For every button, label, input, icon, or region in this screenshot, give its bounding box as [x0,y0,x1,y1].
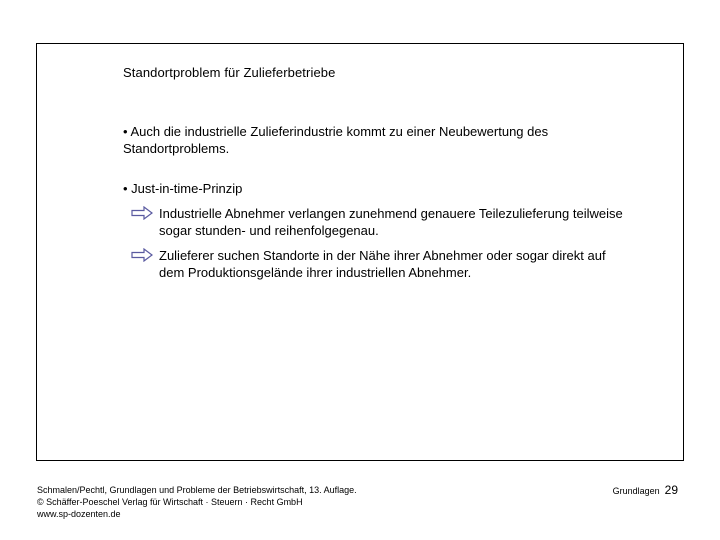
arrow-right-icon [131,206,153,220]
footer-citation [37,484,357,520]
bullet-item: • Just-in-time-Prinzip [123,181,243,196]
citation-line: Schmalen/Pechtl, Grundlagen und Probleme der Betriebswirtschaft, 13. Auflage. [37,485,357,495]
bullet-item: • Auch die industrielle Zulieferindustrie kommt zu einer Neubewertung des Standortproblems. [123,124,549,156]
arrow-right-icon [131,248,153,262]
sub-bullet-text: Zulieferer suchen Standorte in der Nähe ihrer Abnehmer oder sogar direkt auf dem Produktionsgelände ihrer industriellen Abnehmer. [159,248,606,280]
sub-bullet-text: Industrielle Abnehmer verlangen zunehmend genauere Teilezulieferung teilweise sogar stunden- und reihenfolgegenau. [159,206,623,238]
footer-page-info [613,483,678,497]
citation-url: www.sp-dozenten.de [37,509,121,519]
section-label: Grundlagen [612,486,660,496]
sub-bullet-item [131,247,631,281]
citation-line: © Schäffer-Poeschel Verlag für Wirtschaft · Steuern · Recht GmbH [37,497,303,507]
slide-title: Standortproblem für Zulieferbetriebe [123,65,336,80]
page-number: 29 [664,483,678,497]
sub-bullet-item [131,205,631,239]
